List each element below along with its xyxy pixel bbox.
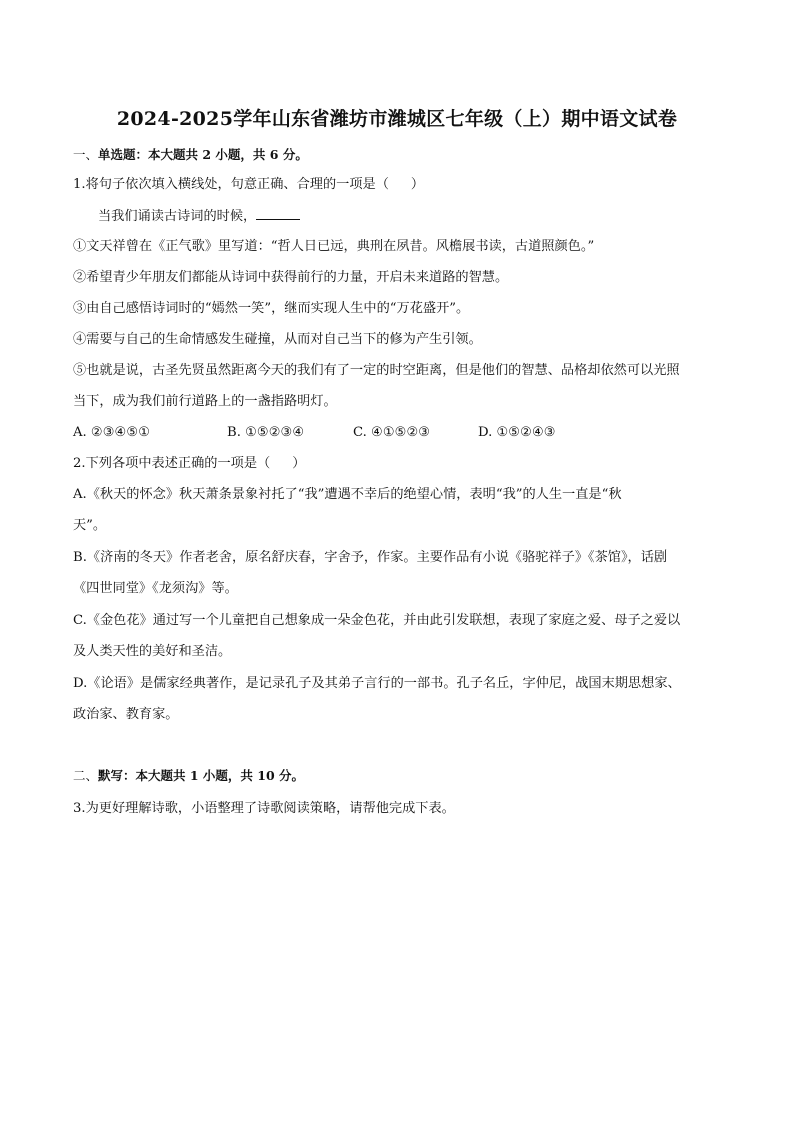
question-2-option-a-cont: 天”。 (73, 518, 107, 533)
question-2-stem-text: 2.下列各项中表述正确的一项是（ (73, 456, 271, 471)
question-1-stem (73, 176, 733, 194)
sentence-5-line-1: ⑤也就是说，古圣先贤虽然距离今天的我们有了一定的时空距离，但是他们的智慧、品格却依然可以光照 (73, 363, 680, 378)
question-1-stem-text: 1.将句子依次填入横线处，句意正确、合理的一项是（ (73, 177, 389, 192)
question-2-stem-close: ） (292, 456, 306, 471)
question-2-option-b[interactable]: B.《济南的冬天》作者老舍，原名舒庆春，字舍予，作家。主要作品有小说《骆驼祥子》《茶馆》，话剧 (73, 550, 668, 565)
section-2-text: 默写：本大题共 1 小题，共 10 分。 (98, 768, 305, 783)
question-2-stem (73, 455, 733, 473)
page-title: 2024-2025学年山东省潍坊市潍城区七年级（上）期中语文试卷 (116, 108, 678, 130)
question-1-lead (98, 207, 758, 226)
sentence-5-line-2: 当下，成为我们前行道路上的一盏指路明灯。 (73, 394, 337, 409)
question-1-option-a[interactable]: A. ②③④⑤① (73, 425, 151, 440)
answer-blank (256, 207, 300, 220)
section-1-text: 单选题：本大题共 2 小题，共 6 分。 (98, 147, 308, 162)
sentence-1: ①文天祥曾在《正气歌》里写道：“哲人日已远，典刑在夙昔。风檐展书读，古道照颜色。” (73, 239, 595, 254)
question-1-stem-close: ） (410, 177, 425, 192)
sentence-2: ②希望青少年朋友们都能从诗词中获得前行的力量，开启未来道路的智慧。 (73, 270, 509, 285)
question-2-option-d[interactable]: D.《论语》是儒家经典著作，是记录孔子及其弟子言行的一部书。孔子名丘，字仲尼，战国末期思想家、 (73, 676, 681, 691)
sentence-4: ④需要与自己的生命情感发生碰撞，从而对自己当下的修为产生引领。 (73, 332, 482, 347)
section-2-number: 二、 (73, 768, 99, 783)
question-2-option-a[interactable]: A.《秋天的怀念》秋天萧条景象衬托了“我”遭遇不幸后的绝望心情，表明“我”的人生一直是“秋 (73, 487, 622, 502)
question-3-stem: 3.为更好理解诗歌，小语整理了诗歌阅读策略，请帮他完成下表。 (73, 801, 455, 816)
sentence-3: ③由自己感悟诗词时的“嫣然一笑”，继而实现人生中的“万花盛开”。 (73, 301, 470, 316)
question-1-option-d[interactable]: D. ①⑤②④③ (478, 425, 556, 440)
section-1-number: 一、 (73, 147, 99, 162)
section-1-heading (73, 146, 733, 164)
question-2-option-b-cont: 《四世同堂》《龙须沟》等。 (73, 581, 238, 596)
question-2-option-c[interactable]: C.《金色花》通过写一个儿童把自己想象成一朵金色花，并由此引发联想，表现了家庭之爱、母子之爱以 (73, 613, 681, 628)
question-2-option-c-cont: 及人类天性的美好和圣洁。 (73, 644, 232, 659)
section-2-heading (73, 767, 733, 785)
question-2-option-d-cont: 政治家、教育家。 (73, 707, 179, 722)
question-1-lead-text: 当我们诵读古诗词的时候， (98, 209, 257, 224)
question-1-option-c[interactable]: C. ④①⑤②③ (353, 425, 431, 440)
question-1-option-b[interactable]: B. ①⑤②③④ (227, 425, 305, 440)
